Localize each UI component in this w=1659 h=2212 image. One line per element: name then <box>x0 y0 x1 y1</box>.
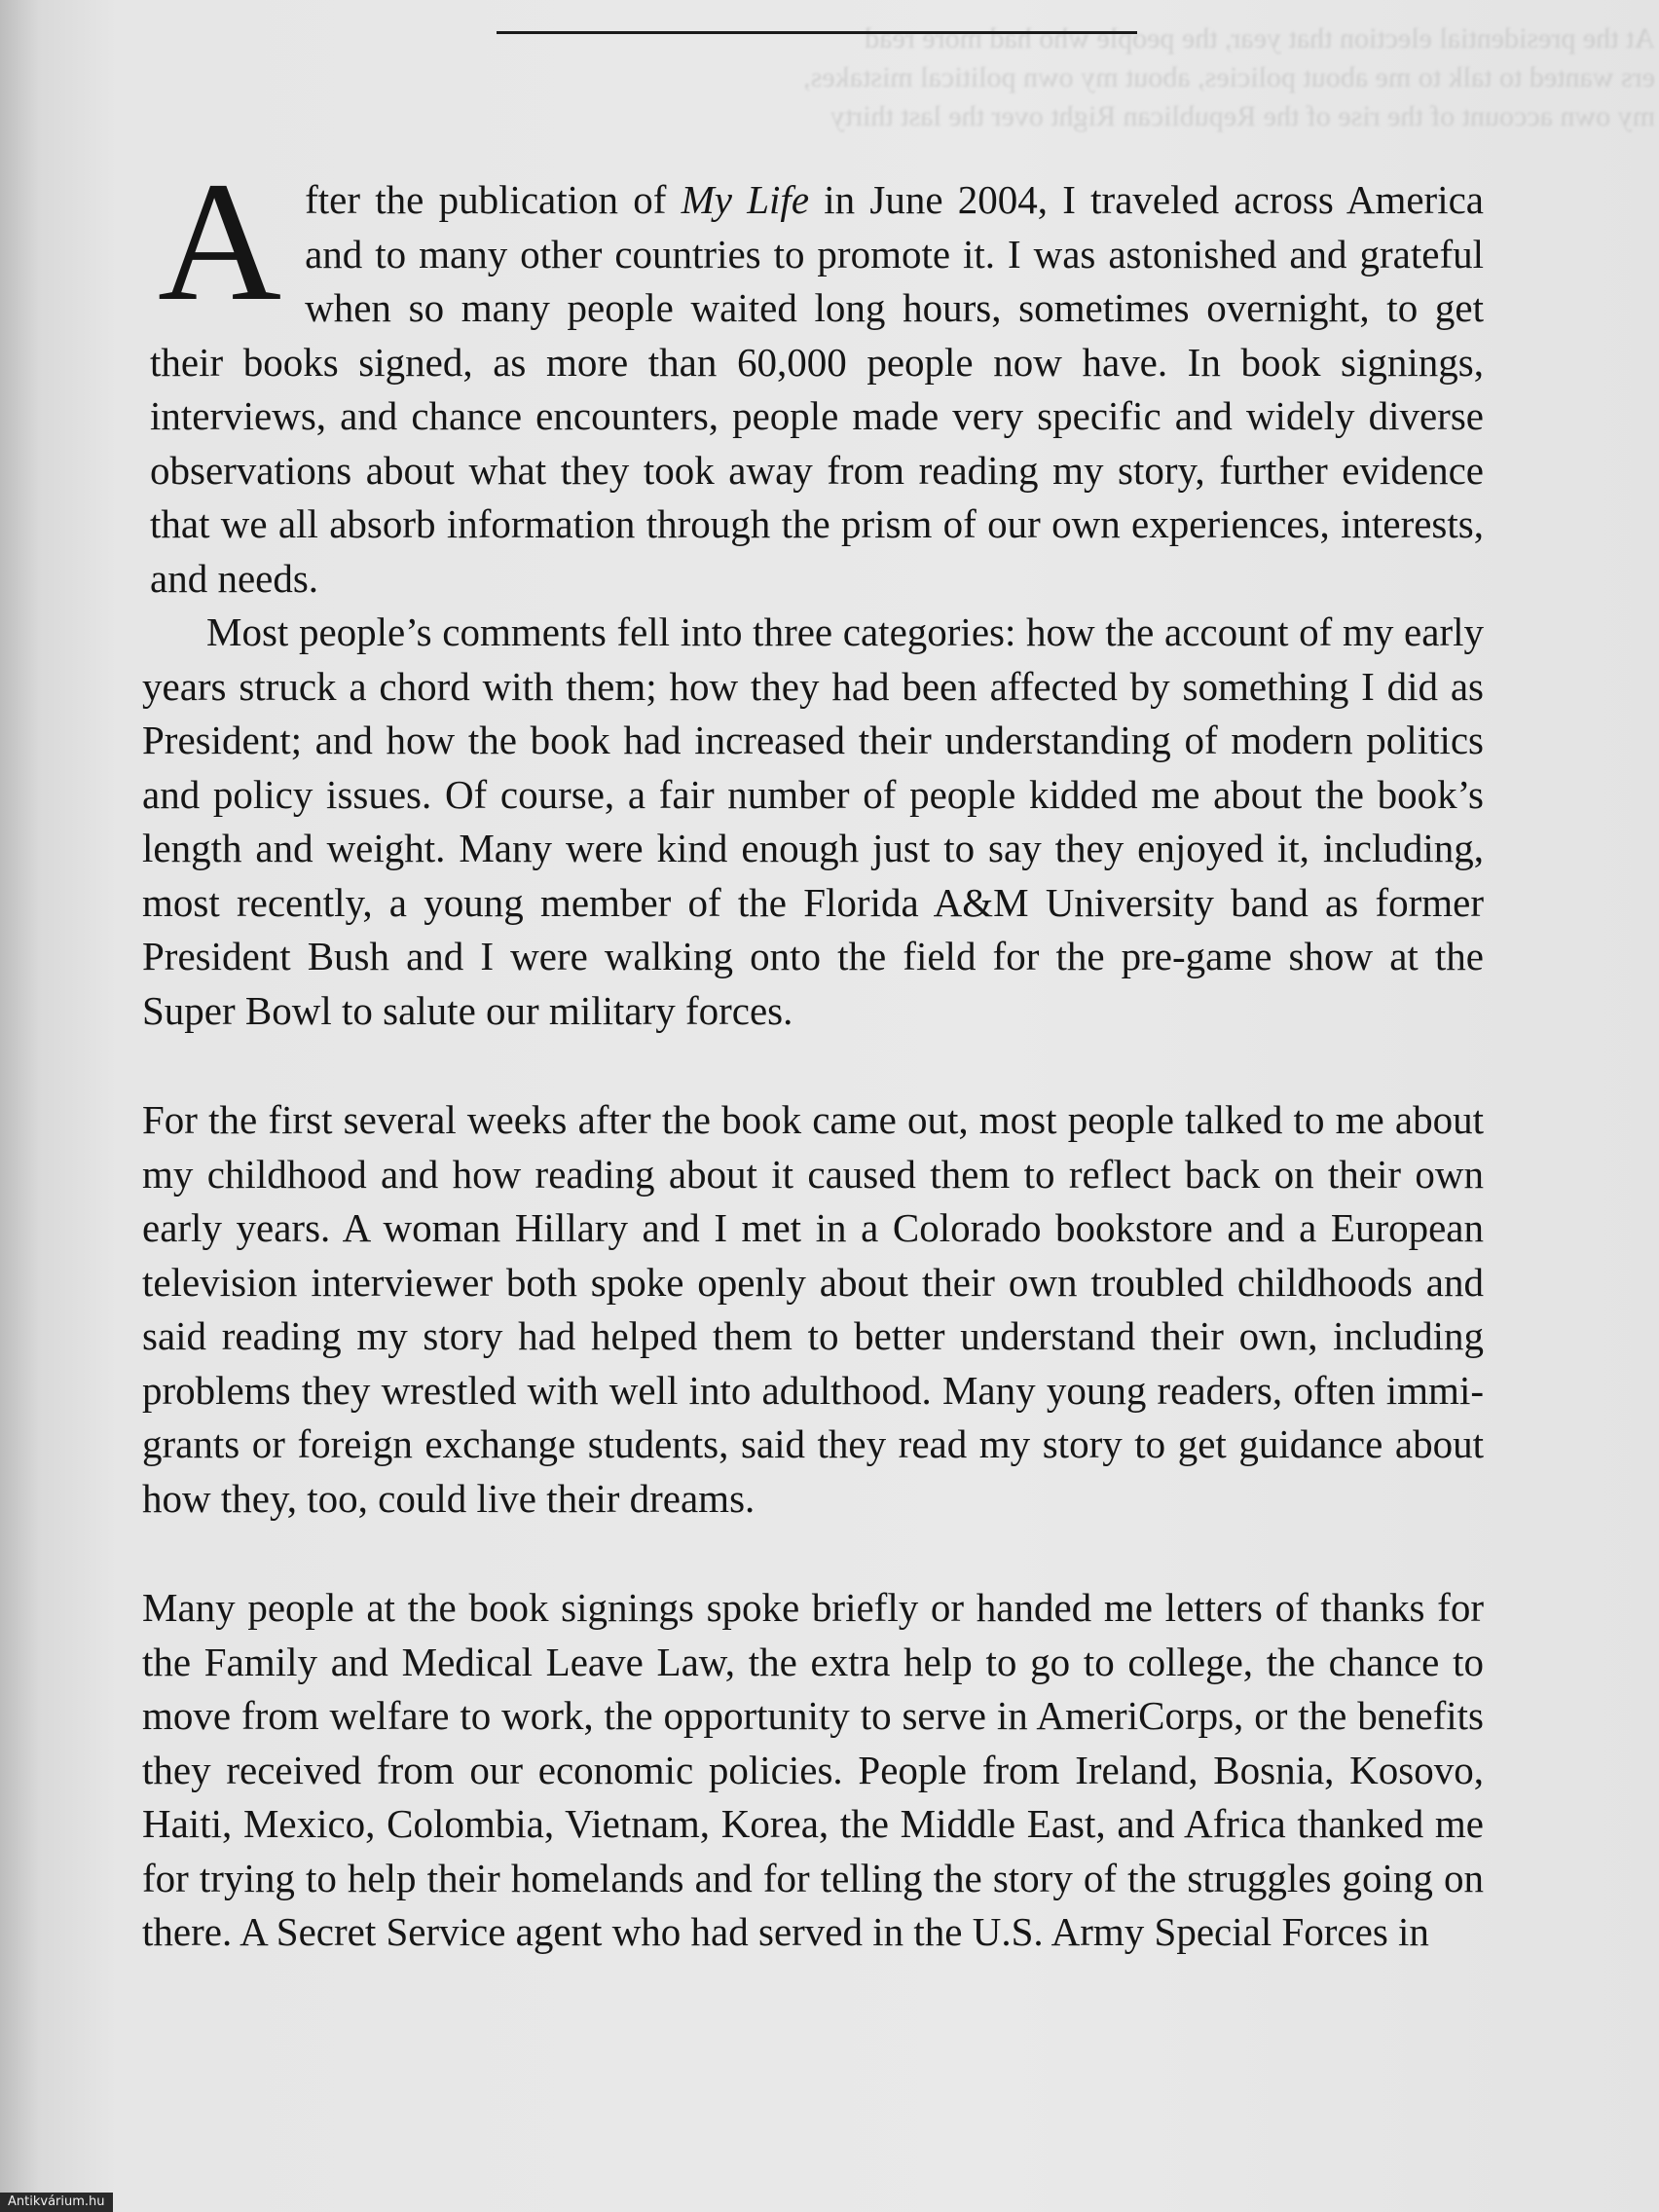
bleed-through-line: my own account of the rise of the Republican Right over the last thirty <box>830 100 1655 132</box>
book-title: My Life <box>681 177 810 222</box>
drop-cap: A <box>158 147 282 337</box>
bleed-through-line: At the presidential election that year, the people who had more read <box>865 22 1655 55</box>
body-text <box>142 147 1484 1960</box>
paragraph-1 <box>150 147 1484 606</box>
section-gap <box>142 1038 1484 1093</box>
bleed-through-text <box>175 19 1655 156</box>
watermark-credit: Antikvárium.hu <box>0 2193 113 2212</box>
top-rule <box>497 31 1137 34</box>
paragraph-1-rest: in June 2004, I traveled across America and to many other countries to promote it. I was astonished and grateful when so many people waited long hours, sometimes overnight, to get their books signed, as more than 60,000 people now have. In book signings, interviews, and chance encounters, people made very specific and widely diverse observations about what they took away from reading my story, further evidence that we all absorb information through the prism of our own experiences, interests, and needs. <box>150 177 1484 601</box>
section-gap <box>142 1526 1484 1581</box>
bleed-through-line: ers wanted to talk to me about policies, about my own political mistakes, <box>803 61 1655 93</box>
paragraph-4: Many people at the book signings spoke briefly or handed me letters of thanks for the Family and Medical Leave Law, the extra help to go to college, the chance to move from welfare to work, the opportunity to serve in AmeriCorps, or the benefits they received from our economic policies. People from Ireland, Bosnia, Kosovo, Haiti, Mexico, Colombia, Vietnam, Korea, the Middle East, and Africa thanked me for trying to help their homelands and for telling the story of the struggles going on there. A Secret Service agent who had served in the U.S. Army Special Forces in <box>142 1585 1484 1954</box>
paragraph-3: For the first several weeks after the book came out, most people talked to me about my childhood and how reading about it caused them to reflect back on their own early years. A woman Hillary and I met in a Colorado bookstore and a European television interviewer both spoke openly about their own troubled childhoods and said reading my story had helped them to better understand their own, including problems they wrestled with well into adulthood. Many young readers, often immigrants or foreign exchange students, said they read my story to get guidance about how they, too, could live their dreams. <box>142 1097 1484 1521</box>
paragraph-1-lead: fter the publication of <box>305 177 682 222</box>
paragraph-2: Most people’s comments fell into three categories: how the account of my early years struck a chord with them; how they had been affected by something I did as President; and how the book had increased their understanding of modern politics and policy issues. Of course, a fair number of people kidded me about the book’s length and weight. Many were kind enough just to say they enjoyed it, including, most recently, a young member of the Florida A&M University band as former President Bush and I were walking onto the field for the pre-game show at the Super Bowl to salute our military forces. <box>142 609 1484 1033</box>
